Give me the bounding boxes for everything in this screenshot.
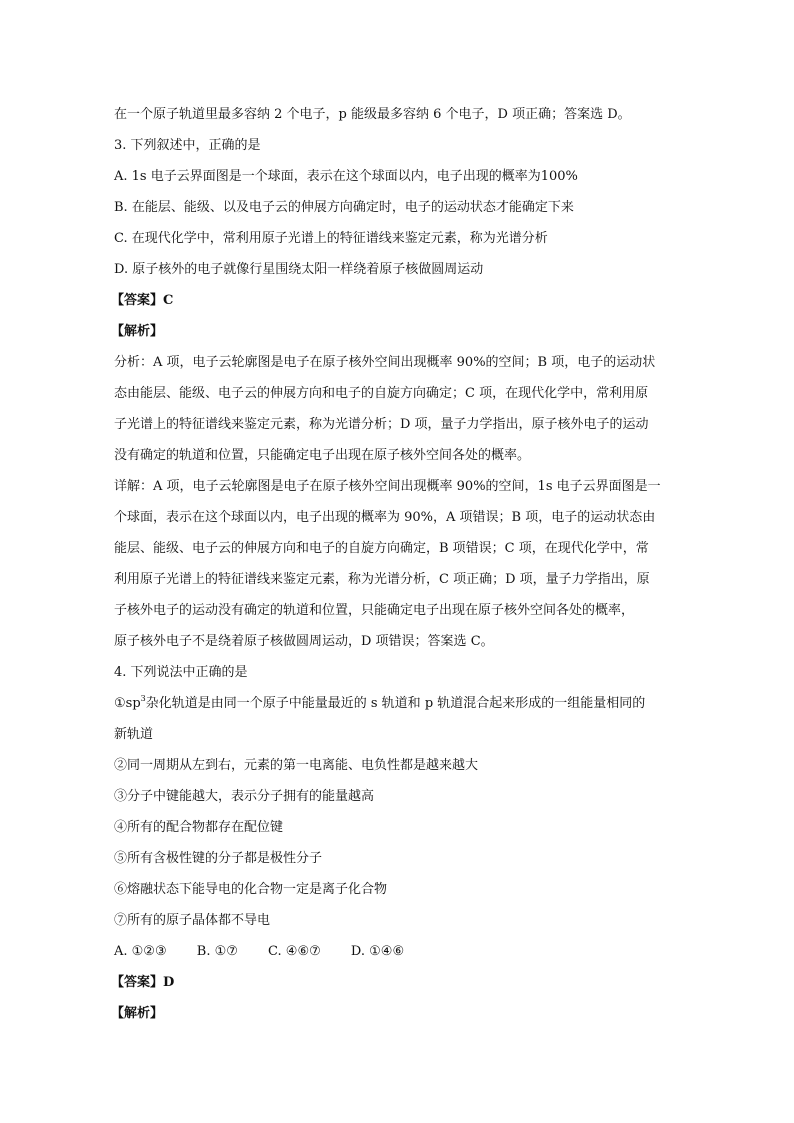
question-4-item-4: ④所有的配合物都存在配位键 [114, 820, 284, 835]
question-3-option-a: A. 1s 电子云界面图是一个球面，表示在这个球面以内，电子出现的概率为100% [114, 169, 578, 184]
question-4-answer: 【答案】D [111, 975, 175, 990]
question-3-stem: 3. 下列叙述中，正确的是 [114, 138, 261, 153]
question-4-item-1-continued: 新轨道 [114, 727, 154, 742]
question-3-analysis-line: 态由能层、能级、电子云的伸展方向和电子的自旋方向确定；C 项，在现代化学中，常利用原 [114, 386, 649, 401]
item-1-rest: 杂化轨道是由同一个原子中能量最近的 s 轨道和 p 轨道混合起来形成的一组能量相同的 [145, 696, 646, 711]
question-4-item-7: ⑦所有的原子晶体都不导电 [114, 913, 271, 928]
question-4-analysis-title: 【解析】 [111, 1006, 164, 1021]
question-4-option-d: D. ①④⑥ [350, 944, 405, 959]
question-3-detail-line: 利用原子光谱上的特征谱线来鉴定元素，称为光谱分析，C 项正确；D 项，量子力学指出，原 [114, 572, 650, 587]
question-3-detail-line: 原子核外电子不是绕着原子核做圆周运动，D 项错误；答案选 C。 [114, 634, 494, 649]
item-1-prefix: ①sp [114, 696, 141, 711]
question-3-answer: 【答案】C [111, 293, 174, 308]
question-3-option-d: D. 原子核外的电子就像行星围绕太阳一样绕着原子核做圆周运动 [114, 262, 484, 277]
question-4-item-2: ②同一周期从左到右，元素的第一电离能、电负性都是越来越大 [114, 758, 479, 773]
question-3-option-b: B. 在能层、能级、以及电子云的伸展方向确定时，电子的运动状态才能确定下来 [114, 200, 574, 215]
question-4-stem: 4. 下列说法中正确的是 [114, 665, 248, 680]
question-4-option-c: C. ④⑥⑦ [268, 944, 321, 959]
question-4-item-3: ③分子中键能越大，表示分子拥有的能量越高 [114, 789, 375, 804]
question-3-analysis-title: 【解析】 [111, 324, 164, 339]
question-3-analysis-line: 分析：A 项，电子云轮廓图是电子在原子核外空间出现概率 90%的空间；B 项，电子的运动状 [114, 355, 656, 370]
question-4-item-1 [114, 688, 684, 719]
question-4-item-6: ⑥熔融状态下能导电的化合物一定是离子化合物 [114, 882, 388, 897]
question-3-option-c: C. 在现代化学中，常利用原子光谱上的特征谱线来鉴定元素，称为光谱分析 [114, 231, 548, 246]
question-3-detail-line: 能层、能级、电子云的伸展方向和电子的自旋方向确定，B 项错误；C 项，在现代化学中，常 [114, 541, 649, 556]
question-3-detail-line: 子核外电子的运动没有确定的轨道和位置，只能确定电子出现在原子核外空间各处的概率， [114, 603, 635, 618]
document-page [111, 99, 684, 1029]
question-3-detail-line: 详解：A 项，电子云轮廓图是电子在原子核外空间出现概率 90%的空间，1s 电子云界面图是一 [114, 479, 661, 494]
question-4-options [114, 936, 684, 967]
question-4-option-a: A. ①②③ [114, 944, 167, 959]
question-4-option-b: B. ①⑦ [196, 944, 238, 959]
question-3-analysis-line: 没有确定的轨道和位置，只能确定电子出现在原子核外空间各处的概率。 [114, 448, 531, 463]
question-4-item-5: ⑤所有含极性键的分子都是极性分子 [114, 851, 323, 866]
superscript-3: 3 [140, 694, 146, 703]
q2-answer-tail: 在一个原子轨道里最多容纳 2 个电子，p 能级最多容纳 6 个电子，D 项正确；答案选 D。 [114, 107, 631, 122]
question-3-detail-line: 个球面，表示在这个球面以内，电子出现的概率为 90%，A 项错误；B 项，电子的运动状态由 [114, 510, 656, 525]
question-3-analysis-line: 子光谱上的特征谱线来鉴定元素，称为光谱分析；D 项，量子力学指出，原子核外电子的运动 [114, 417, 649, 432]
